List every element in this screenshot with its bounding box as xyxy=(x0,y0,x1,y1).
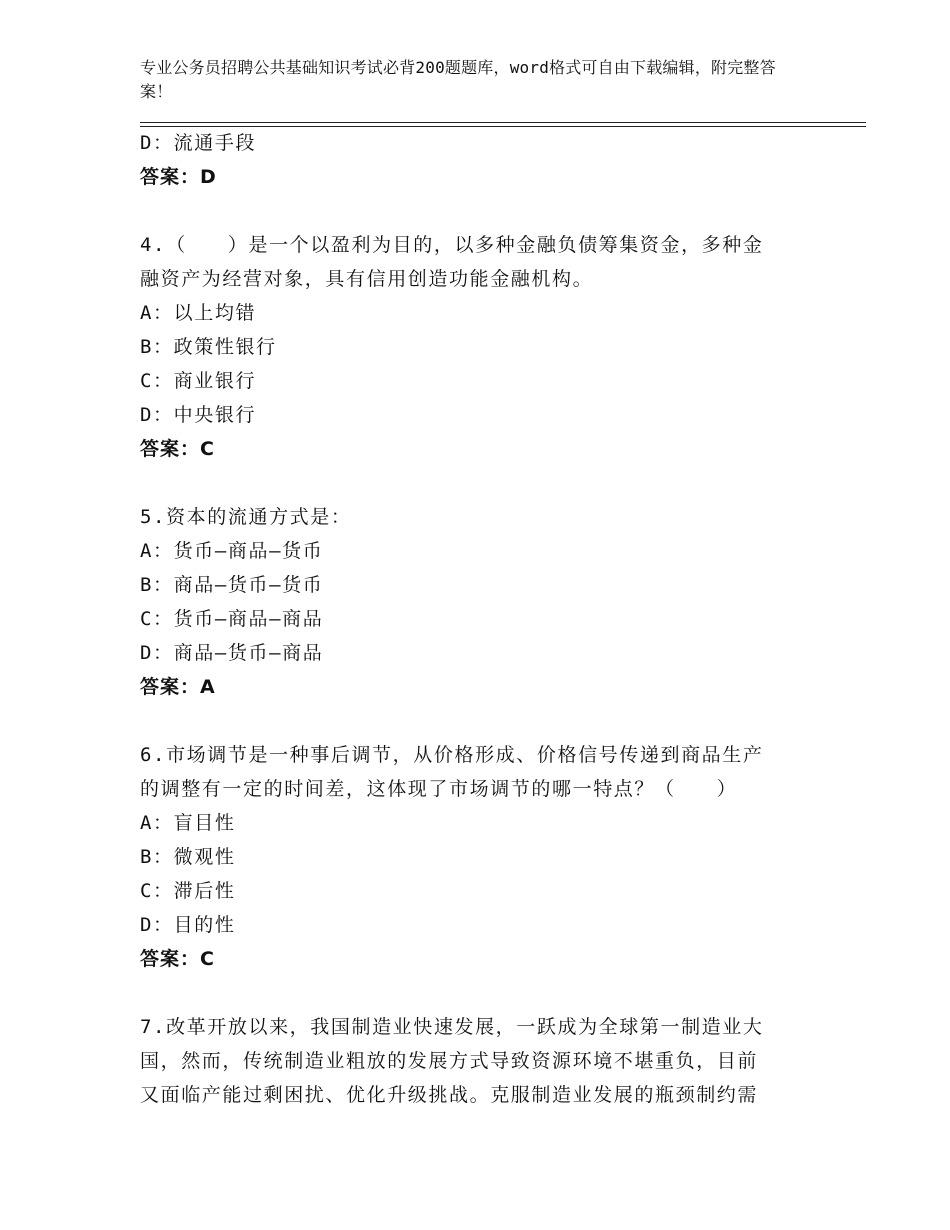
question-stem-line: 7.改革开放以来，我国制造业快速发展，一跃成为全球第一制造业大 xyxy=(140,1016,764,1038)
answer: 答案：C xyxy=(140,438,215,460)
question-stem-line: 4.（ ）是一个以盈利为目的，以多种金融负债筹集资金，多种金 xyxy=(140,234,764,256)
option-b: B：政策性银行 xyxy=(140,336,277,358)
question-stem-line: 的调整有一定的时间差，这体现了市场调节的哪一特点？（ ） xyxy=(140,778,738,800)
option-d: D：中央银行 xyxy=(140,404,257,426)
option-c: C：货币—商品—商品 xyxy=(140,608,324,630)
question-stem-line: 又面临产能过剩困扰、优化升级挑战。克服制造业发展的瓶颈制约需 xyxy=(140,1084,759,1106)
question-stem-line: 国，然而，传统制造业粗放的发展方式导致资源环境不堪重负，目前 xyxy=(140,1050,759,1072)
question-4 xyxy=(140,228,800,466)
option-a: A：盲目性 xyxy=(140,812,236,834)
answer: 答案：D xyxy=(140,166,217,188)
question-6 xyxy=(140,738,800,976)
option-b: B：商品—货币—货币 xyxy=(140,574,324,596)
question-stem-line: 融资产为经营对象，具有信用创造功能金融机构。 xyxy=(140,268,594,290)
page-header: 专业公务员招聘公共基础知识考试必背200题题库，word格式可自由下载编辑，附完整答案！ xyxy=(140,58,776,101)
question-5 xyxy=(140,500,800,704)
question-7 xyxy=(140,1010,800,1112)
option-a: A：以上均错 xyxy=(140,302,257,324)
option-c: C：商业银行 xyxy=(140,370,257,392)
option-d: D：商品—货币—商品 xyxy=(140,642,324,664)
answer: 答案：C xyxy=(140,948,215,970)
spacer xyxy=(140,466,800,500)
spacer xyxy=(140,704,800,738)
option-a: A：货币—商品—货币 xyxy=(140,540,324,562)
answer: 答案：A xyxy=(140,676,216,698)
option-d: D：流通手段 xyxy=(140,132,257,154)
question-3-tail xyxy=(140,126,800,194)
spacer xyxy=(140,976,800,1010)
option-c: C：滞后性 xyxy=(140,880,236,902)
question-stem-line: 5.资本的流通方式是： xyxy=(140,506,352,528)
spacer xyxy=(140,194,800,228)
option-d: D：目的性 xyxy=(140,914,236,936)
option-b: B：微观性 xyxy=(140,846,236,868)
question-stem-line: 6.市场调节是一种事后调节，从价格形成、价格信号传递到商品生产 xyxy=(140,744,764,766)
header-rule-top xyxy=(140,122,866,123)
question-list xyxy=(140,126,800,1112)
